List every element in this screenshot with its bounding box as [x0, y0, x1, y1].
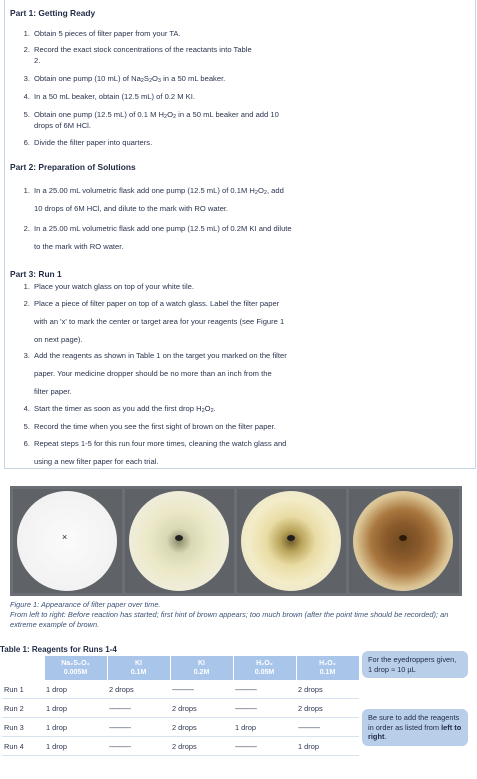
- part1-step-2: 2. Record the exact stock concentrations of the reactants into Table 2.: [23, 45, 252, 65]
- table-corner: [2, 656, 44, 680]
- figure-photo-strip: [10, 486, 462, 596]
- filter-paper-photo-4: [349, 489, 459, 593]
- part2-step-2: 2. In a 25.00 mL volumetric flask add one pump (12.5 mL) of 0.2M KI and dilute to the mark with RO water.: [23, 224, 292, 251]
- figure-caption-body: From left to right: Before reaction has started; first hint of brown appears; too much brown (after the point time should be recorded); an extreme example of brown.: [10, 610, 449, 629]
- table-row: Run 1 1 drop 2 drops ----------- ----------- 2 drops: [2, 680, 359, 699]
- part3-step-6: 6. Repeat steps 1-5 for this run four more times, cleaning the watch glass and using a new filter paper for each trial.: [23, 439, 287, 466]
- center-marker: ×: [62, 532, 68, 542]
- filter-paper-photo-2: [125, 489, 234, 593]
- table-row: Run 2 1 drop ----------- 2 drops ----------- 2 drops: [2, 699, 359, 718]
- table-title: Table 1: Reagents for Runs 1-4: [0, 645, 117, 654]
- reagents-table: [2, 656, 360, 756]
- part2-step-1: 1. In a 25.00 mL volumetric flask add one pump (12.5 mL) of 0.1M $H_2O_2$, add 10 drops of 6M HCl, and dilute to the mark with RO water.: [23, 186, 284, 213]
- column-header: KI 0.1M: [107, 656, 170, 680]
- column-header: KI 0.2M: [170, 656, 233, 680]
- filter-paper-photo-1: [13, 489, 122, 593]
- column-header: H₂O₂ 0.05M: [233, 656, 296, 680]
- dropper-volume-note: For the eyedroppers given, 1 drop ≈ 10 µL: [362, 651, 468, 678]
- part2-title: Part 2: Preparation of Solutions: [10, 162, 136, 172]
- part1-step-5: 5. Obtain one pump (12.5 mL) of 0.1 M $H_2O_2$ in a 50 mL beaker and add 10 drops of 6M HCl.: [23, 110, 279, 130]
- filter-paper-photo-3: [237, 489, 346, 593]
- figure-caption-lead: Figure 1: Appearance of filter paper over time.: [10, 600, 161, 609]
- reagent-order-note: Be sure to add the reagents in order as listed from left to right.: [362, 709, 468, 746]
- table-row: Run 4 1 drop ----------- 2 drops ----------- 1 drop: [2, 737, 359, 756]
- column-header: H₂O₂ 0.1M: [296, 656, 359, 680]
- part1-title: Part 1: Getting Ready: [10, 8, 96, 18]
- table-row: Run 3 1 drop ----------- 2 drops 1 drop -----------: [2, 718, 359, 737]
- part3-step-2: 2. Place a piece of filter paper on top of a watch glass. Label the filter paper with an 'x' to mark the center or target area for your reagents (see Figure 1 on next page).: [23, 299, 285, 344]
- figure-caption: [10, 600, 465, 630]
- document-page: Part 1: Getting Ready 1. Obtain 5 pieces of filter paper from your TA. 2. Record the exact stock concentrations of the reactants into Table 2. 3. Obtain one pump (10 mL) of $Na_2S_2O_3$ in a 50 mL beaker. 4. In a 50 mL beaker, obtain (12.5 mL) of 0.2 M KI. 5. Obtain one pump (12.5 mL) of 0.1 M $H_2O_2$ in a 50 mL beaker and add 10 drops of 6M HCl. 6. Divide the filter paper into quarters. Part 2: Preparation of Solutions 1. In a 25.00 mL volumetric flask add one pump (12.5 mL) of 0.1M $H_2O_2$, add 10 drops of 6M HCl, and dilute to the mark with RO water. 2. In a 25.00 mL volumetric flask add one pump (12.5 mL) of 0.2M KI and dilute to the mark with RO water. Part 3: Run 1 1. Place your watch glass on top of your white tile. 2. Place a piece of filter paper on top of a watch glass. Label the filter paper with an 'x' to mark the center or target area for your reagents (see Figure 1 on next page). 3. Add the reagents as shown in Table 1 on the target you marked on the filter paper. Your medicine dropper should be no more than an inch from the filter paper. 4. Start the timer as soon as you add the first drop $H_2O_2$. 5. Record the time when you see the first sight of brown on the filter paper. 6. Repeat steps 1-5 for this run four more times, cleaning the watch glass and using a new filter paper for each trial. × Figure 1: Appearance of filter paper over time. From left to right: Before reaction has started; first hint of brown appears; too much brown (after the point time should be recorded); an extreme example of brown. Table 1: Reagents for Runs 1-4 Na₂S₂O₃ 0.005M KI 0.1M KI 0.2M H₂O₂ 0.05M H₂O₂ 0.1M Run 1 1 drop 2 drops ----------- ----------- 2 drops Run 2 1 drop ----------- 2 drops ----------- 2 drops Run 3 1 drop ----------- 2 drops 1 drop ----------- Run 4 1 drop ----------- 2 drops ----------- 1 drop For the eyedroppers given, 1 drop ≈ 10 µL Be sure to add the reagents in order as listed from left to right.: [0, 0, 477, 779]
- part3-title: Part 3: Run 1: [10, 269, 62, 279]
- column-header: Na₂S₂O₃ 0.005M: [44, 656, 107, 680]
- part3-step-3: 3. Add the reagents as shown in Table 1 on the target you marked on the filter paper. Your medicine dropper should be no more than an inch from the filter paper.: [23, 351, 287, 396]
